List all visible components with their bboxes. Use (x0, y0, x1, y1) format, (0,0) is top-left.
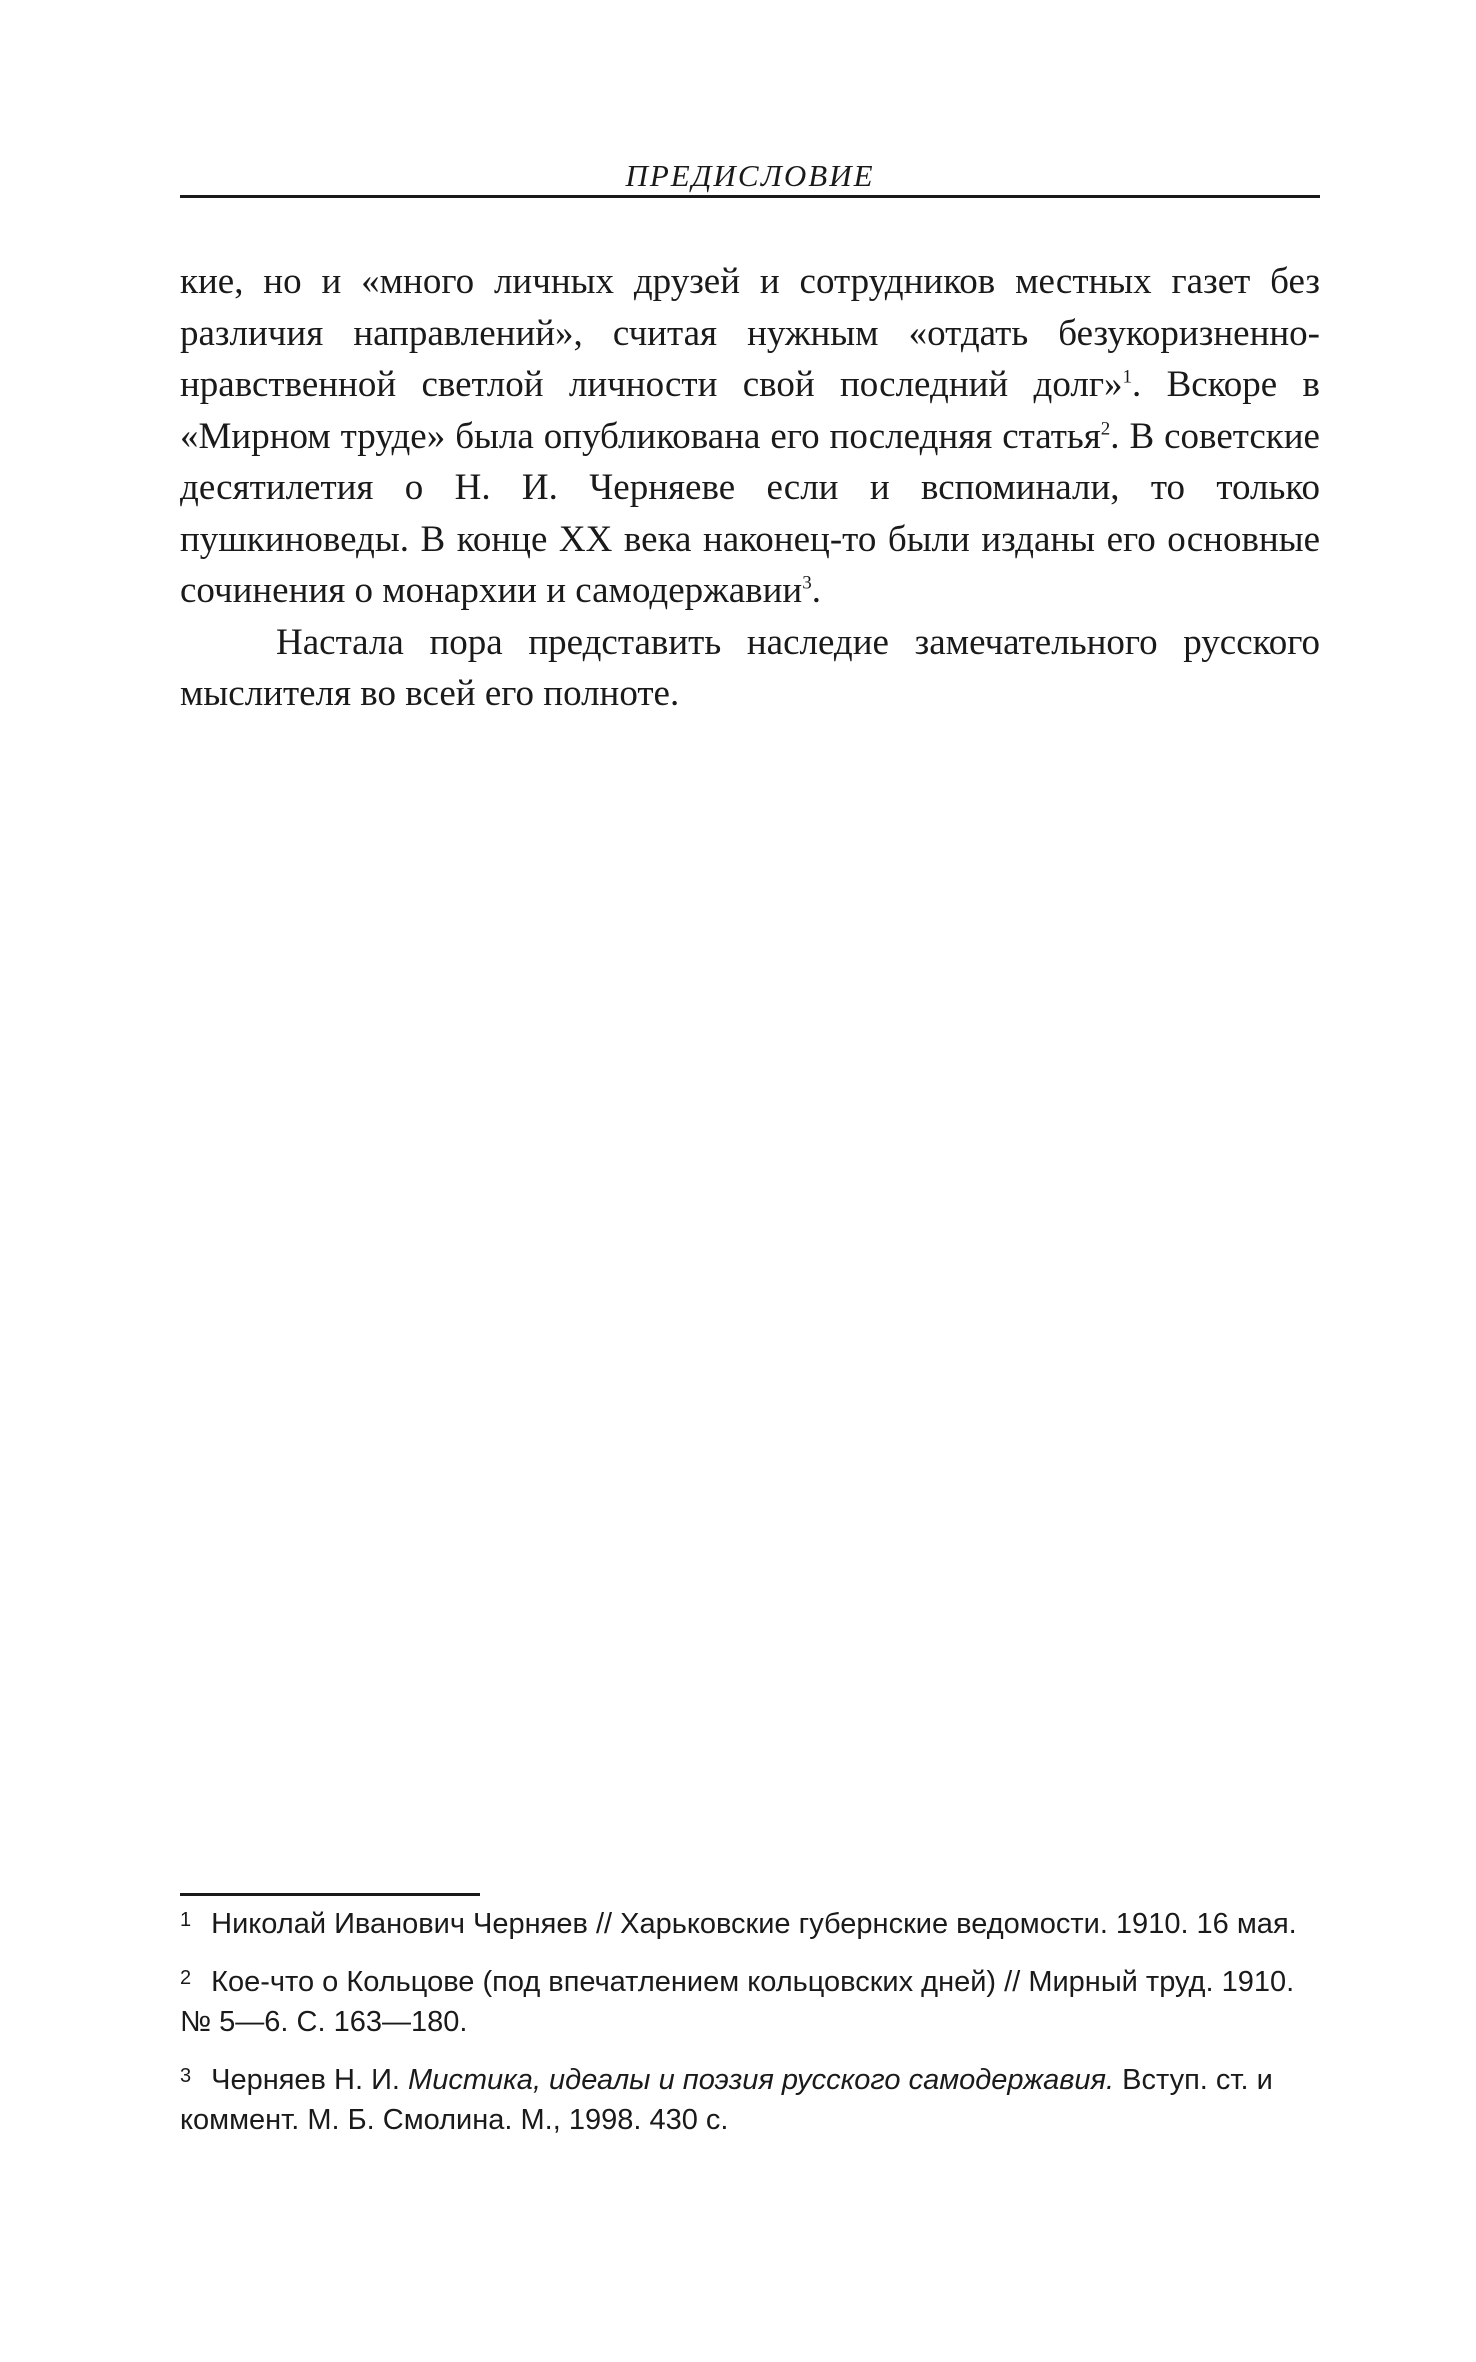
footnote-ref-2[interactable]: 2 (1100, 418, 1111, 440)
footnote-ref-1[interactable]: 1 (1122, 366, 1133, 388)
footnote-2 (180, 1958, 1320, 2042)
paragraph-1-part-3: . В советские десятилетия о Н. И. Черняеве если и вспоминали, то только пушкиноведы. В конце XX века наконец-то были изданы его основные сочинения о монархии и самодержавии (180, 415, 1320, 611)
paragraph-1-part-2: . Вскоре в «Мирном труде» была опубликована его последняя статья (180, 364, 1321, 457)
footnote-text-end: Вступ. ст. и коммент. М. Б. Смолина. М., 1998. 430 с. (180, 2064, 1273, 2136)
footnote-book-title: Мистика, идеалы и поэзия русского самодержавия. (408, 2064, 1115, 2096)
footnote-text: Николай Иванович Черняев // Харьковские губернские ведомости. 1910. 16 мая. (211, 1908, 1297, 1940)
footnote-3 (180, 2056, 1320, 2140)
footnote-ref-3[interactable]: 3 (802, 572, 812, 594)
main-text (180, 256, 1320, 720)
footnote-number: 2 (180, 1967, 192, 1989)
footnote-text: Кое-что о Кольцове (под впечатлением кольцовских дней) // Мирный труд. 1910. № 5—6. С. 163—180. (180, 1966, 1295, 2038)
footnote-text-start: Черняев Н. И. (211, 2064, 409, 2096)
footnote-1 (180, 1900, 1320, 1944)
paragraph-1-part-4: . (811, 570, 821, 611)
footnotes (180, 1900, 1320, 2154)
footnote-number: 1 (180, 1909, 192, 1931)
running-head: ПРЕДИСЛОВИЕ (625, 158, 875, 193)
header-rule (180, 195, 1320, 198)
paragraph-1-part-1: кие, но и «много личных друзей и сотрудников местных газет без различия направлений», считая нужным «отдать безукоризненно-нравственной светлой личности свой последний долг» (180, 261, 1320, 405)
book-page (180, 0, 1320, 2362)
footnote-number: 3 (180, 2065, 192, 2087)
footnote-separator (180, 1893, 480, 1896)
paragraph-1 (180, 256, 1320, 617)
paragraph-2: Настала пора представить наследие замечательного русского мыслителя во всей его полноте. (180, 621, 1320, 714)
